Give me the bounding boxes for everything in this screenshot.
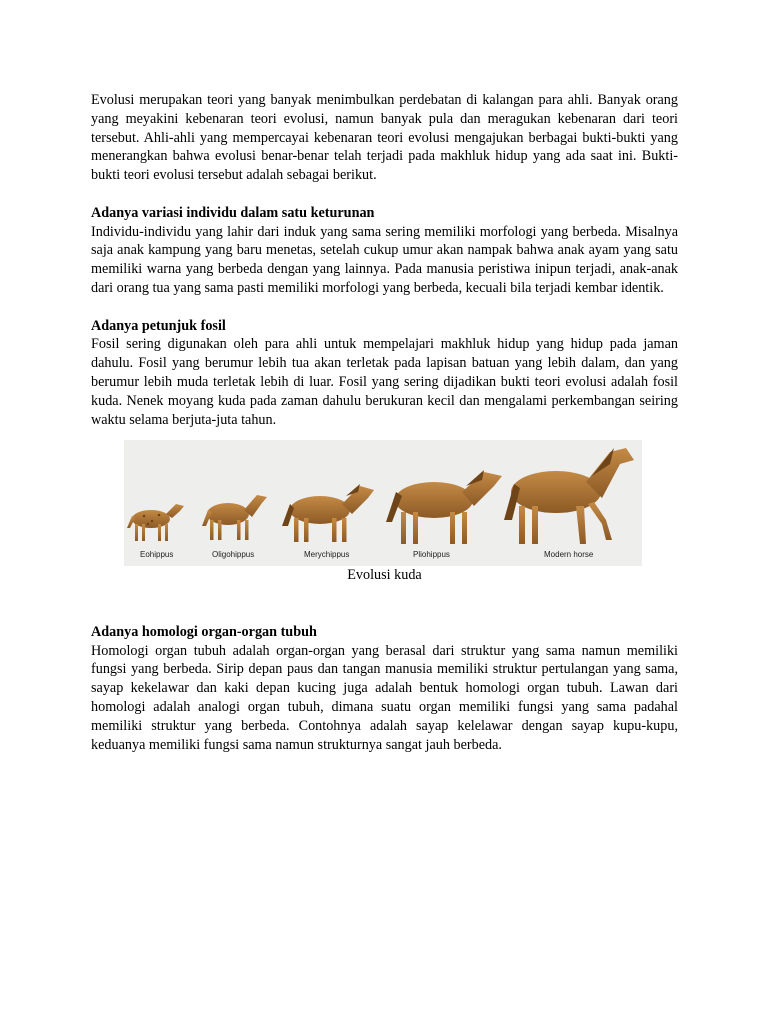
horse-label: Pliohippus — [413, 550, 450, 560]
merychippus-image — [282, 484, 374, 542]
horse-evolution-figure — [124, 440, 642, 566]
horse-evolution-illustration — [124, 440, 642, 566]
section-body-fosil: Fosil sering digunakan oleh para ahli untuk mempelajari makhluk hidup yang hidup pada jaman dahulu. Fosil yang berumur lebih tua akan terletak pada lapisan batuan yang lebih dalam, dan yang berumur lebih muda terletak lebih di luar. Fosil yang sering dijadikan bukti teori evolusi adalah fosil kuda. Nenek moyang kuda pada zaman dahulu berukuran kecil dan mengalami perkembangan seiring waktu selama berjuta-juta tahun. — [91, 336, 678, 428]
section-body-variasi: Individu-individu yang lahir dari induk yang sama sering memiliki morfologi yang berbeda. Misalnya saja anak kampung yang baru menetas, setelah cukup umur akan nampak bahwa anak ayam yang satu memiliki warna yang berbeda dengan yang lainnya. Pada manusia peristiwa inipun terjadi, anak-anak dari orang tua yang sama pasti memiliki morfologi yang berbeda, kecuali bila terjadi kembar identik. — [91, 223, 678, 296]
intro-paragraph: Evolusi merupakan teori yang banyak menimbulkan perdebatan di kalangan para ahli. Banyak orang yang meyakini kebenaran teori evolusi, namun banyak pula dan meragukan kebenaran dari teori tersebut. Ahli-ahli yang mempercayai kebenaran teori evolusi mengajukan berbagai bukti-bukti yang menerangkan bahwa evolusi benar-benar telah terjadi pada makhluk hidup yang ada saat ini. Bukti-bukti teori evolusi tersebut adalah sebagai berikut. — [91, 92, 678, 184]
modern-horse-image — [504, 448, 634, 544]
section-heading-variasi: Adanya variasi individu dalam satu keturunan — [91, 204, 375, 221]
section-heading-homologi: Adanya homologi organ-organ tubuh — [91, 623, 317, 640]
eohippus-image — [127, 504, 184, 541]
horse-label: Modern horse — [544, 550, 594, 560]
section-heading-fosil: Adanya petunjuk fosil — [91, 317, 226, 334]
document-page — [91, 91, 678, 754]
section-body-homologi: Homologi organ tubuh adalah organ-organ yang berasal dari struktur yang sama namun memiliki fungsi yang berbeda. Sirip depan paus dan tangan manusia memiliki struktur pertulangan yang sama, sayap kekelawar dan kaki depan kucing juga adalah bentuk homologi organ tubuh. Lawan dari homologi adalah analogi organ tubuh, dimana suatu organ memiliki fungsi yang sama padahal memiliki struktur yang berbeda. Contohnya adalah sayap kelelawar dengan sayap kupu-kupu, keduanya memiliki fungsi sama namun strukturnya sangat jauh berbeda. — [91, 642, 678, 753]
horse-label: Oligohippus — [212, 550, 255, 560]
horse-label: Merychippus — [304, 550, 350, 560]
pliohippus-image — [386, 470, 502, 544]
figure-caption: Evolusi kuda — [347, 567, 422, 584]
horse-label: Eohippus — [140, 550, 174, 560]
oligohippus-image — [202, 495, 267, 540]
